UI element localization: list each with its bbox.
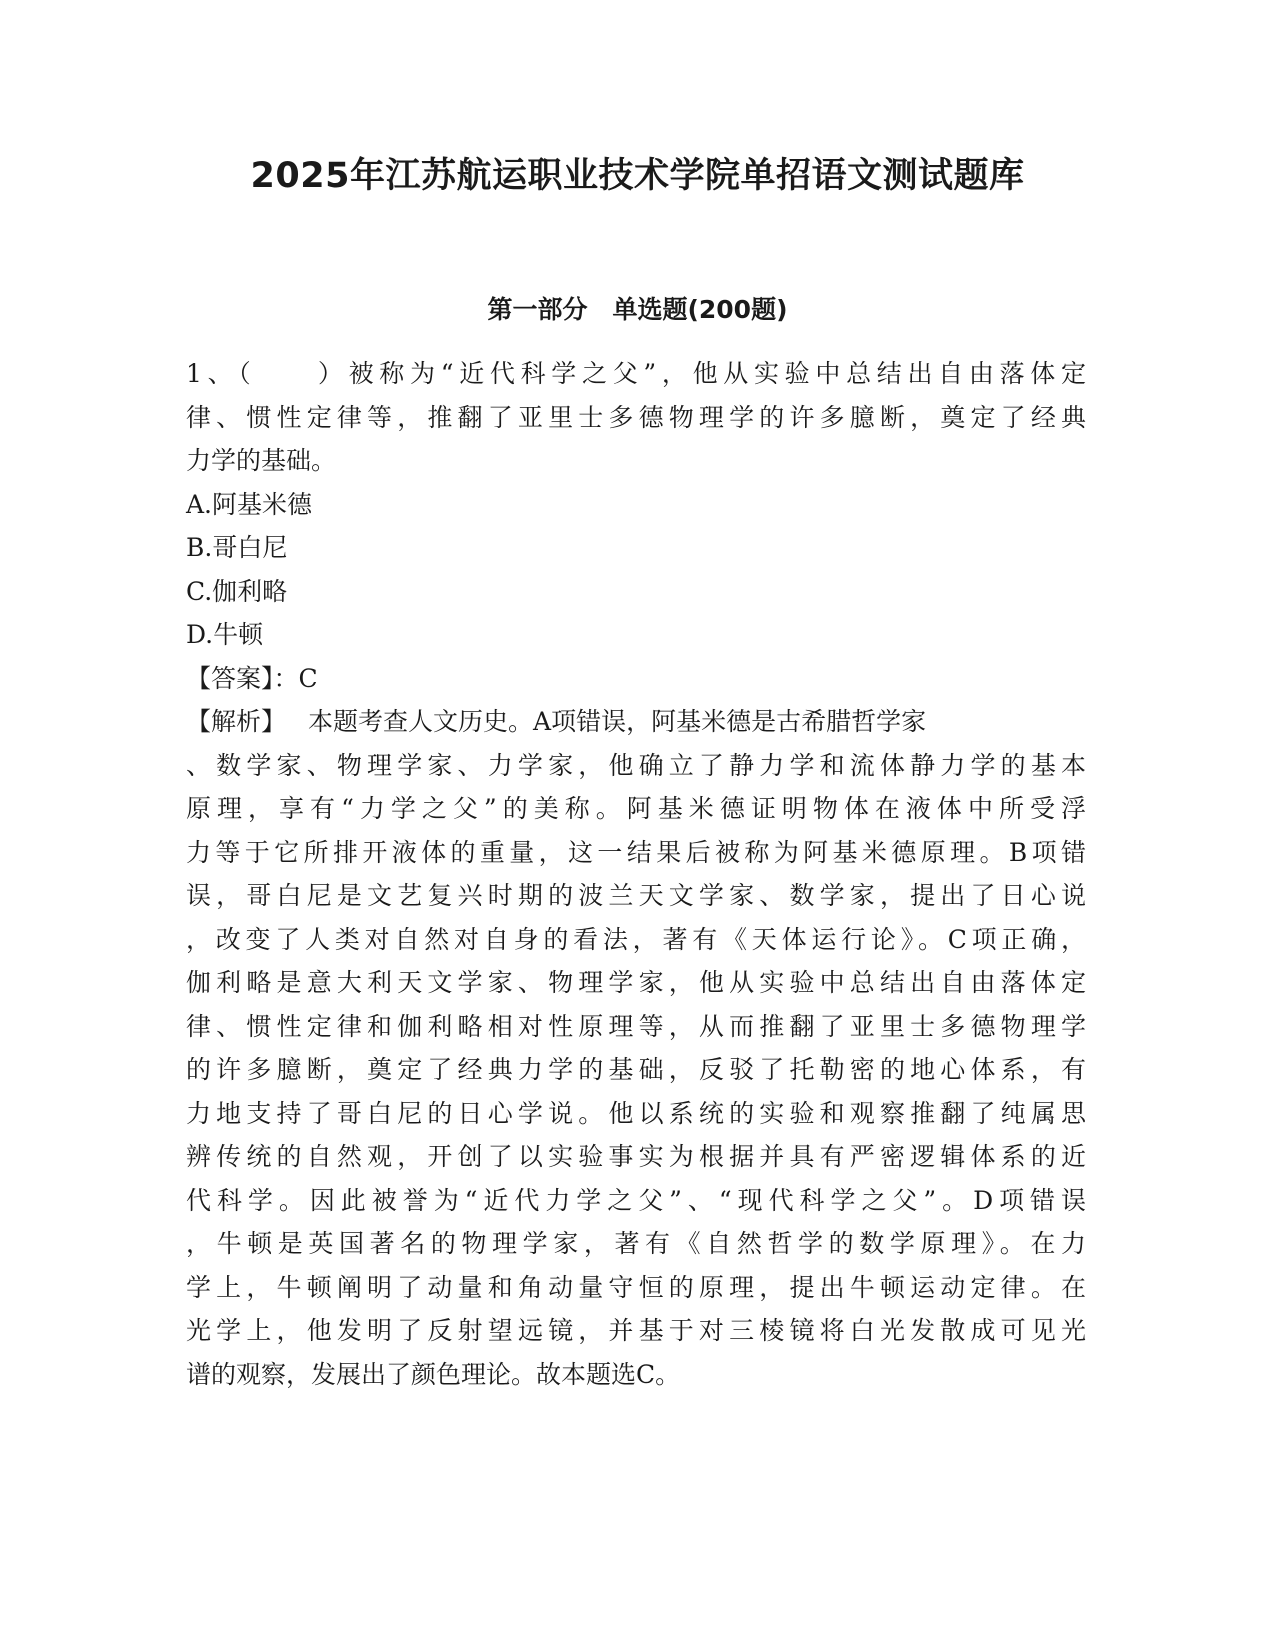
option-d: D.牛顿: [186, 620, 264, 649]
analysis-line: 辨传统的自然观，开创了以实验事实为根据并具有严密逻辑体系的近: [186, 1142, 1086, 1171]
analysis-line: [186, 700, 1086, 744]
analysis: [186, 700, 1086, 1396]
analysis-line: 、数学家、物理学家、力学家，他确立了静力学和流体静力学的基本: [186, 750, 1086, 780]
analysis-line: 律、惯性定律和伽利略相对性原理等，从而推翻了亚里士多德物理学: [186, 1011, 1086, 1041]
analysis-text: 本题考查人文历史。A项错误，阿基米德是古希腊哲学家: [308, 707, 927, 736]
analysis-label: 【解析】: [186, 707, 287, 736]
analysis-line: 原理，享有“力学之父”的美称。阿基米德证明物体在液体中所受浮: [186, 794, 1086, 823]
option-b: B.哥白尼: [186, 533, 288, 562]
option-list: [186, 483, 1086, 657]
answer-line: [186, 657, 1086, 701]
analysis-line: 误，哥白尼是文艺复兴时期的波兰天文学家、数学家，提出了日心说: [186, 881, 1086, 910]
analysis-line: 的许多臆断，奠定了经典力学的基础，反驳了托勒密的地心体系，有: [186, 1055, 1086, 1084]
answer-value: C: [298, 663, 318, 693]
option-a: A.阿基米德: [186, 489, 313, 519]
analysis-line: 光学上，他发明了反射望远镜，并基于对三棱镜将白光发散成可见光: [186, 1316, 1086, 1345]
answer-label: 【答案】：: [186, 663, 299, 693]
analysis-line: 力等于它所排开液体的重量，这一结果后被称为阿基米德原理。B项错: [186, 837, 1086, 867]
analysis-line: 谱的观察，发展出了颜色理论。故本题选C。: [186, 1359, 681, 1389]
analysis-line: 学上，牛顿阐明了动量和角动量守恒的原理，提出牛顿运动定律。在: [186, 1272, 1086, 1302]
question-stem: [186, 352, 1086, 483]
analysis-line: 伽利略是意大利天文学家、物理学家，他从实验中总结出自由落体定: [186, 968, 1086, 997]
analysis-line: ，牛顿是英国著名的物理学家，著有《自然哲学的数学原理》。在力: [186, 1229, 1086, 1258]
stem-line: 力学的基础。: [186, 446, 337, 475]
question-block: [186, 352, 1086, 1396]
analysis-line: 代科学。因此被誉为“近代力学之父”、“现代科学之父”。D项错误: [186, 1185, 1086, 1215]
analysis-line: 力地支持了哥白尼的日心学说。他以系统的实验和观察推翻了纯属思: [186, 1098, 1086, 1128]
analysis-line: ，改变了人类对自然对自身的看法，著有《天体运行论》。C项正确，: [186, 924, 1086, 954]
stem-line: 1、（ ）被称为“近代科学之父”，他从实验中总结出自由落体定: [186, 359, 1086, 388]
document-title: 2025年江苏航运职业技术学院单招语文测试题库: [250, 156, 1025, 196]
option-c: C.伽利略: [186, 576, 288, 606]
section-heading: 第一部分 单选题(200题): [487, 295, 788, 324]
stem-line: 律、惯性定律等，推翻了亚里士多德物理学的许多臆断，奠定了经典: [186, 402, 1086, 432]
